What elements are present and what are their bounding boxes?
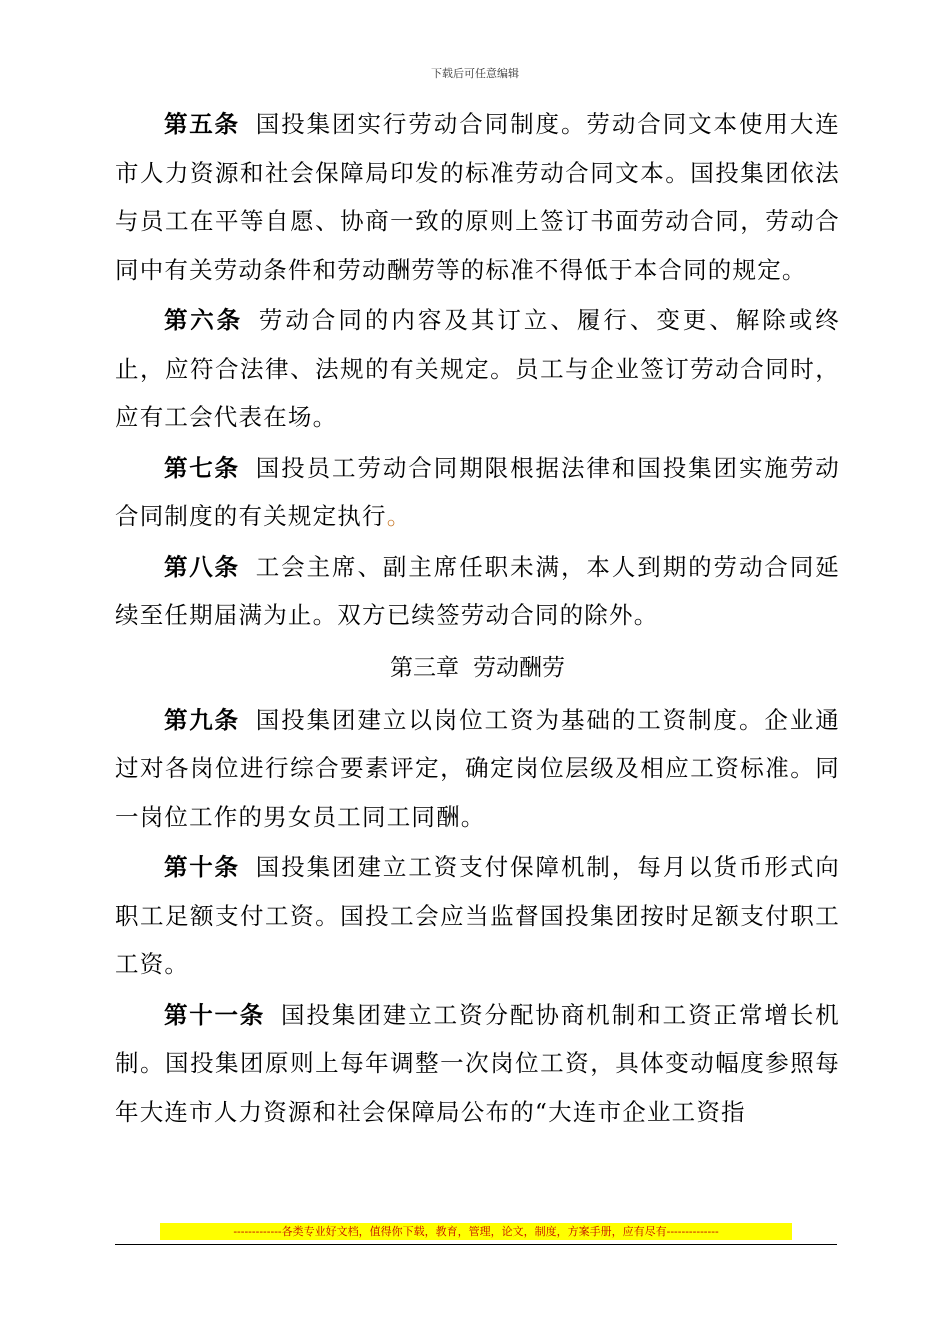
article-9 — [115, 696, 840, 842]
article-8 — [115, 543, 840, 640]
chapter-name: 劳动酬劳 — [473, 654, 565, 681]
article-body: 国投集团建立工资分配协商机制和工资正常增长机制。国投集团原则上每年调整一次岗位工资，具体变动幅度参照每年大连市人力资源和社会保障局公布的“大连市企业工资指 — [115, 1000, 841, 1126]
article-title: 第五条 — [164, 110, 240, 138]
article-10 — [115, 843, 840, 989]
footer-banner: -------------各类专业好文档，值得你下载，教育，管理，论文，制度，方案手册，应有尽有-------------- — [160, 1223, 792, 1240]
article-5 — [115, 100, 840, 294]
article-body: 国投集团实行劳动合同制度。劳动合同文本使用大连市人力资源和社会保障局印发的标准劳动合同文本。国投集团依法与员工在平等自愿、协商一致的原则上签订书面劳动合同，劳动合同中有关劳动条件和劳动酬劳等的标准不得低于本合同的规定。 — [115, 110, 841, 284]
chapter-heading — [115, 642, 840, 694]
article-body: 国投集团建立以岗位工资为基础的工资制度。企业通过对各岗位进行综合要素评定，确定岗位层级及相应工资标准。同一岗位工作的男女员工同工同酬。 — [115, 705, 841, 831]
article-11 — [115, 991, 840, 1137]
article-tail-mark: 。 — [386, 502, 412, 530]
article-body: 国投员工劳动合同期限根据法律和国投集团实施劳动合同制度的有关规定执行 — [115, 453, 841, 530]
article-title: 第六条 — [164, 306, 243, 334]
footer-divider — [115, 1244, 837, 1245]
article-body: 工会主席、副主席任职未满，本人到期的劳动合同延续至任期届满为止。双方已续签劳动合同的除外。 — [115, 552, 841, 629]
article-title: 第十条 — [164, 853, 240, 881]
article-title: 第七条 — [164, 453, 240, 482]
document-body — [115, 100, 840, 1138]
article-title: 第九条 — [164, 705, 240, 734]
page-header: 下载后可任意编辑 — [431, 67, 519, 80]
article-7 — [115, 444, 840, 541]
article-6 — [115, 296, 840, 442]
article-body: 国投集团建立工资支付保障机制，每月以货币形式向职工足额支付工资。国投工会应当监督国投集团按时足额支付职工工资。 — [115, 853, 841, 978]
chapter-number: 第三章 — [390, 654, 459, 681]
article-title: 第十一条 — [164, 1000, 265, 1029]
article-body: 劳动合同的内容及其订立、履行、变更、解除或终止，应符合法律、法规的有关规定。员工与企业签订劳动合同时，应有工会代表在场。 — [115, 306, 840, 431]
article-title: 第八条 — [164, 552, 240, 581]
